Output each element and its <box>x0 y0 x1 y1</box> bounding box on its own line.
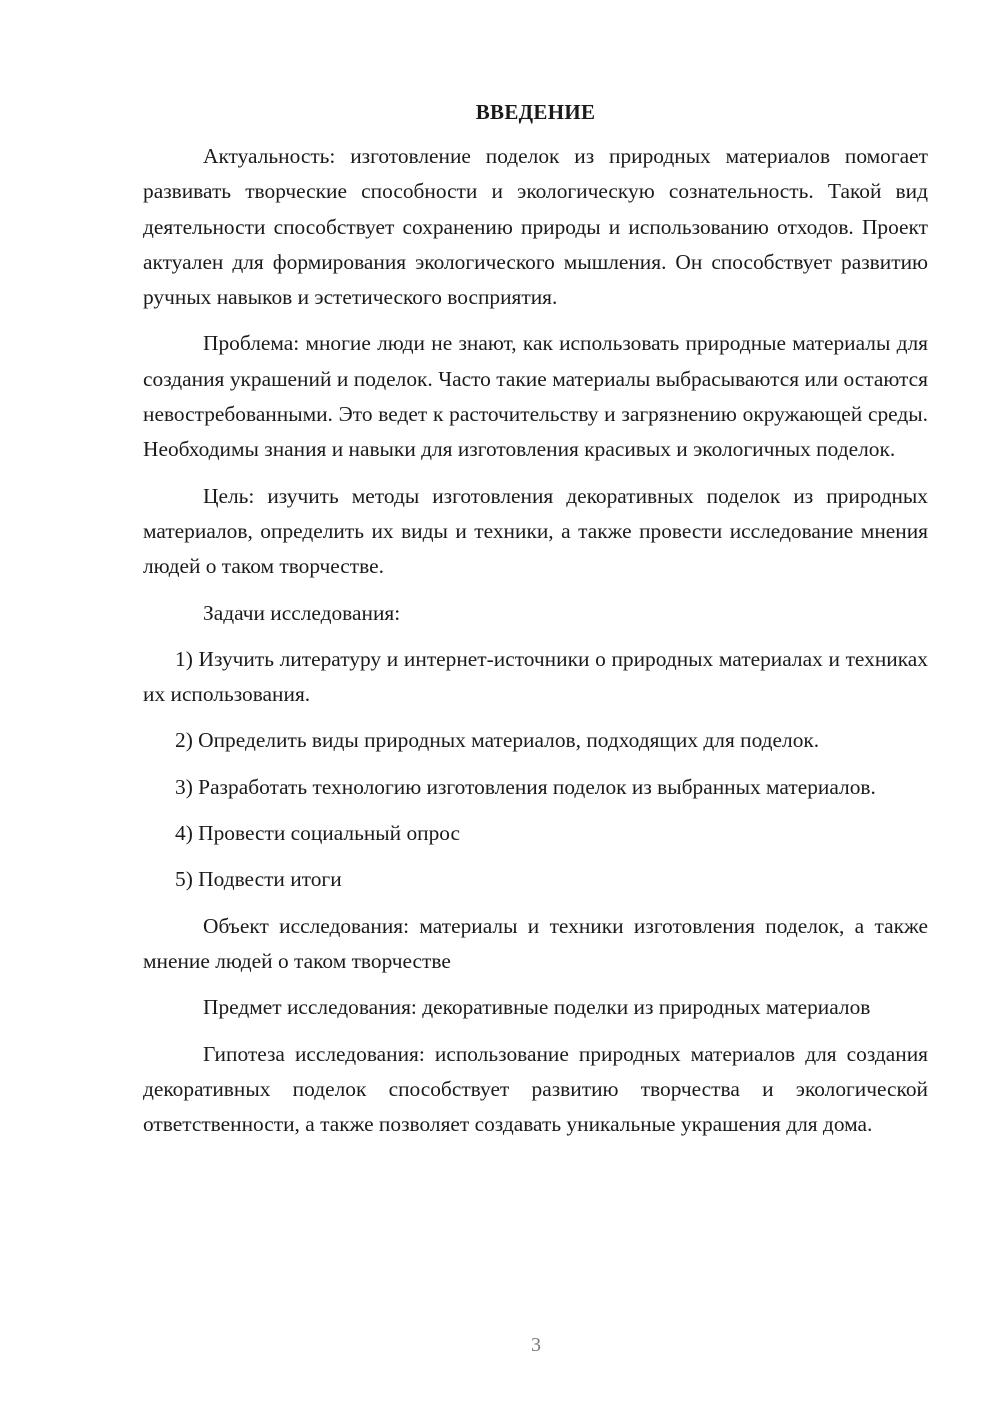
paragraph-relevance: Актуальность: изготовление поделок из природных материалов помогает развивать творческие способности и экологическую сознательность. Такой вид деятельности способствует сохранению природы и использованию отходов. Проект актуален для формирования экологического мышления. Он способствует развитию ручных навыков и эстетического восприятия. <box>143 144 928 310</box>
task-item-1: 1) Изучить литературу и интернет-источники о природных материалах и техниках их использования. <box>143 646 928 707</box>
paragraph-problem: Проблема: многие люди не знают, как использовать природные материалы для создания украшений и поделок. Часто такие материалы выбрасываются или остаются невостребованными. Это ведет к расточительству и загрязнению окружающей среды. Необходимы знания и навыки для изготовления красивых и экологичных поделок. <box>143 331 928 462</box>
task-item-3: 3) Разработать технологию изготовления поделок из выбранных материалов. <box>175 774 876 799</box>
paragraph-goal: Цель: изучить методы изготовления декоративных поделок из природных материалов, определить их виды и техники, а также провести исследование мнения людей о таком творчестве. <box>143 483 928 579</box>
paragraph-hypothesis: Гипотеза исследования: использование природных материалов для создания декоративных поделок способствует развитию творчества и экологической ответственности, а также позволяет создавать уникальные украшения для дома. <box>143 1041 928 1137</box>
section-title: ВВЕДЕНИЕ <box>475 100 596 124</box>
page-number: 3 <box>531 1334 541 1356</box>
task-item-4: 4) Провести социальный опрос <box>175 821 461 846</box>
paragraph-object: Объект исследования: материалы и техники изготовления поделок, а также мнение людей о таком творчестве <box>143 913 928 973</box>
paragraph-subject: Предмет исследования: декоративные поделки из природных материалов <box>203 995 871 1020</box>
task-item-5: 5) Подвести итоги <box>175 867 342 892</box>
document-body <box>143 95 928 1153</box>
tasks-heading: Задачи исследования: <box>203 600 401 625</box>
task-item-2: 2) Определить виды природных материалов, подходящих для поделок. <box>175 728 820 753</box>
